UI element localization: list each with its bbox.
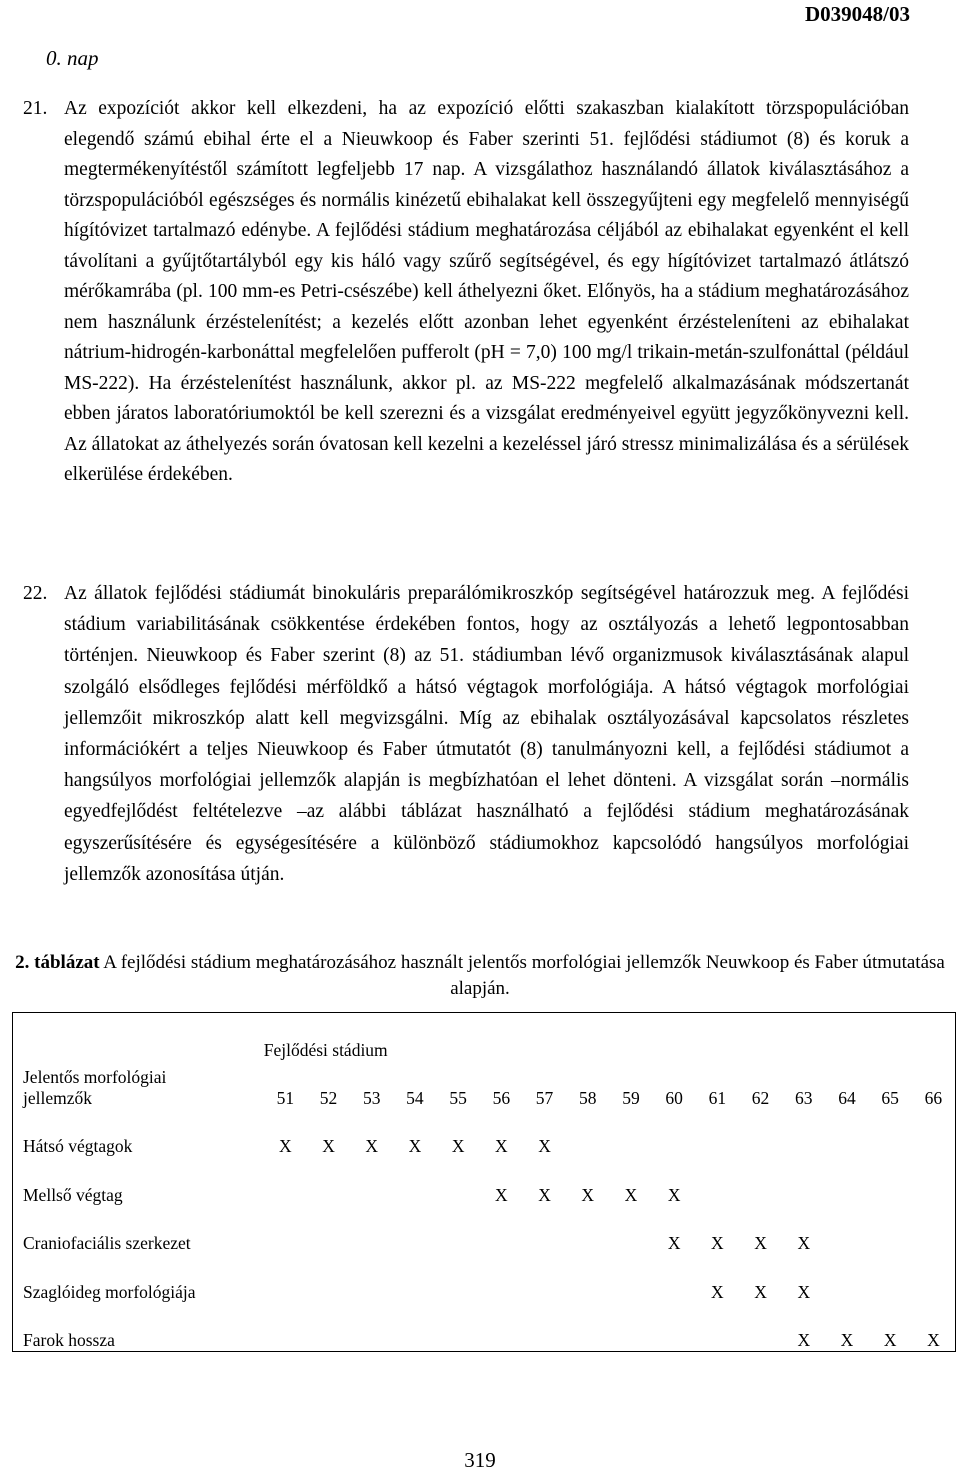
stage-cell — [523, 1206, 566, 1254]
stage-cell: X — [711, 1233, 724, 1254]
stage-cell — [825, 1206, 868, 1254]
stage-cell — [696, 1303, 739, 1352]
paragraph-text: Az expozíciót akkor kell elkezdeni, ha az expozíció előtti szakaszban kialakított törzspopulációban elegendő számú ebihal érte el a Nieuwkoop és Faber szerinti 51. fejlődési stádiumot (8) és koruk a megtermékenyítéstől számított legfeljebb 17 nap. A vizsgálathoz használandó állatok kiválasztásához a törzspopulációból egészséges és normális kinézetű ebihalakat kell összegyűjteni egy megfelelő mennyiségű hígítóvizet tartalmazó edénybe. A fejlődési stádium meghatározása céljából az ebihalakat egyenként el kell távolítani a gyűjtőtartályból egy kis háló vagy szűrő segítségével, és egy hígítóvizet tartalmazó átlátszó mérőkamrába (pl. 100 mm-es Petri-csészébe) kell áthelyezni őket. Előnyös, ha a stádium meghatározásához nem használunk érzéstelenítést; a kezelés előtt azonban lehet egyenként érzésteleníteni az ebihalakat nátrium-hidrogén-karbonáttal megfelelően pufferolt (pH = 7,0) 100 mg/l trikain-metán-szulfonáttal (például MS-222). Ha érzéstelenítést használunk, akkor pl. az MS-222 megfelelő alkalmazásának módszertanát ebben járatos laboratóriumoktól be kell szerezni és a vizsgálat eredményeivel együtt jegyzőkönyvezni kell. Az állatokat az áthelyezés során óvatosan kell kezelni a kezeléssel járó stressz minimalizálása és a sérülések elkerülése érdekében. — [64, 98, 909, 485]
table-caption-text: A fejlődési stádium meghatározásához használt jelentős morfológiai jellemzők Neuwkoop és Faber útmutatása alapján. — [99, 952, 945, 999]
stage-cell — [523, 1303, 566, 1352]
stage-cell: X — [797, 1329, 811, 1350]
stage-cell — [609, 1254, 652, 1302]
stage-cell — [350, 1303, 393, 1352]
stage-cell — [739, 1157, 782, 1205]
stage-cell: X — [538, 1136, 551, 1157]
stage-cell: X — [581, 1184, 595, 1205]
stage-cell: X — [365, 1136, 379, 1157]
stage-cell — [437, 1254, 480, 1302]
stage-cell — [437, 1157, 480, 1205]
stage-cell — [739, 1303, 782, 1352]
table-caption — [0, 950, 960, 1002]
table-caption-label: 2. táblázat — [15, 952, 100, 973]
stage-cell — [393, 1303, 436, 1352]
stage-cell: X — [624, 1184, 638, 1205]
stage-number: 55 — [449, 1088, 467, 1108]
stage-cell — [264, 1157, 307, 1205]
paragraph-text: Az állatok fejlődési stádiumát binokuláris preparálómikroszkóp segítségével határozzuk meg. A fejlődési stádium variabilitásának csökkentése érdekében fontos, hogy az osztályozás a lehető legpontosabban történjen. Nieuwkoop és Faber szerint (8) az 51. stádiumban lévő organizmusok kiválasztásának alapul szolgáló elsődleges fejlődési mérföldkő a hátsó végtagok morfológiája. A hátsó végtagok morfológiai jellemzőit mikroszkóp alatt kell megvizsgálni. Míg az ebihalak osztályozásával kapcsolatos részletes információkért a teljes Nieuwkoop és Faber útmutatót (8) tanulmányozni kell, a fejlődési stádiumot a hangsúlyos morfológiai jellemzők alapján is megbízhatóan el lehet dönteni. A vizsgálat során –normális egyedfejlődést feltételezve –az alábbi táblázat használható a fejlődési stádium meghatározásának egyszerűsítésére és egységesítésére a különböző stádiumokhoz kapcsolódó hangsúlyos morfológiai jellemzők azonosítása útján. — [64, 583, 909, 885]
stage-cell — [480, 1254, 523, 1302]
stage-cell: X — [451, 1136, 465, 1157]
stage-number: 66 — [924, 1088, 943, 1108]
table-row — [13, 1157, 956, 1205]
stage-cell — [869, 1109, 912, 1157]
day-label: 0. nap — [46, 46, 99, 70]
stage-cell: X — [538, 1184, 551, 1205]
stage-number: 59 — [622, 1088, 640, 1108]
stage-number: 54 — [406, 1088, 424, 1108]
stage-cell — [696, 1109, 739, 1157]
feature-label: Craniofaciális szerkezet — [23, 1233, 191, 1254]
stage-cell — [523, 1254, 566, 1302]
page-number: 319 — [464, 1448, 496, 1472]
stage-number: 52 — [319, 1088, 338, 1108]
stage-cell: X — [797, 1233, 811, 1254]
feature-label: Farok hossza — [23, 1329, 115, 1350]
stage-cell — [653, 1109, 696, 1157]
stage-cell — [566, 1303, 609, 1352]
stage-cell — [782, 1109, 825, 1157]
stage-number: 65 — [881, 1088, 899, 1108]
stage-cell: X — [408, 1136, 422, 1157]
stage-cell — [825, 1109, 868, 1157]
stage-number: 58 — [578, 1088, 597, 1108]
stage-cell — [782, 1157, 825, 1205]
stage-cell — [307, 1206, 350, 1254]
stage-cell — [307, 1303, 350, 1352]
stage-number: 57 — [535, 1088, 554, 1108]
stage-number-row — [13, 1061, 956, 1109]
stage-cell: X — [322, 1136, 335, 1157]
stage-cell — [566, 1206, 609, 1254]
row-header — [13, 1061, 264, 1109]
table-row — [13, 1109, 956, 1157]
stage-cell — [869, 1254, 912, 1302]
stage-cell — [480, 1303, 523, 1352]
feature-label: Mellső végtag — [23, 1184, 123, 1205]
paragraph-22 — [23, 578, 909, 890]
stage-cell — [350, 1157, 393, 1205]
stage-cell — [609, 1303, 652, 1352]
stage-number: 63 — [795, 1088, 813, 1108]
table-row — [13, 1206, 956, 1254]
stage-cell — [912, 1206, 956, 1254]
stage-cell — [825, 1254, 868, 1302]
stage-cell: X — [667, 1184, 681, 1205]
paragraph-number: 21. — [23, 98, 48, 119]
stage-cell: X — [279, 1136, 292, 1157]
stage-number: 53 — [362, 1088, 381, 1108]
stage-cell — [350, 1206, 393, 1254]
stage-cell: X — [711, 1281, 724, 1302]
stage-cell — [437, 1206, 480, 1254]
stage-cell — [480, 1206, 523, 1254]
stage-cell — [264, 1206, 307, 1254]
stage-cell — [653, 1254, 696, 1302]
feature-label: Szaglóideg morfológiája — [23, 1281, 196, 1302]
stage-cell: X — [495, 1184, 508, 1205]
stage-cell — [739, 1109, 782, 1157]
stage-cell — [869, 1157, 912, 1205]
stage-cell — [307, 1254, 350, 1302]
stage-number: 62 — [751, 1088, 770, 1108]
stage-cell — [264, 1303, 307, 1352]
stage-cell: X — [754, 1233, 767, 1254]
row-header-line2: jellemzők — [23, 1088, 93, 1108]
paragraph-number: 22. — [23, 583, 48, 604]
stage-cell — [437, 1303, 480, 1352]
stage-cell — [912, 1254, 956, 1302]
stage-cell: X — [840, 1329, 854, 1350]
stage-cell — [393, 1206, 436, 1254]
stage-header: Fejlődési stádium — [263, 1040, 388, 1060]
table-header-row — [13, 1013, 956, 1062]
table-row — [13, 1254, 956, 1302]
stage-table — [12, 1012, 956, 1352]
stage-cell — [566, 1109, 609, 1157]
stage-cell: X — [927, 1329, 940, 1350]
stage-cell — [609, 1206, 652, 1254]
stage-cell: X — [495, 1136, 508, 1157]
stage-cell: X — [667, 1233, 681, 1254]
stage-cell — [609, 1109, 652, 1157]
stage-cell — [653, 1303, 696, 1352]
stage-cell — [912, 1157, 956, 1205]
stage-cell — [393, 1157, 436, 1205]
table-row — [13, 1303, 956, 1352]
stage-cell — [264, 1254, 307, 1302]
paragraph-21 — [23, 94, 909, 491]
stage-cell — [350, 1254, 393, 1302]
stage-cell: X — [754, 1281, 767, 1302]
stage-cell — [912, 1109, 956, 1157]
row-header-line1: Jelentős morfológiai — [23, 1067, 167, 1087]
stage-cell — [825, 1157, 868, 1205]
stage-cell: X — [797, 1281, 811, 1302]
stage-cell — [566, 1254, 609, 1302]
stage-cell — [307, 1157, 350, 1205]
feature-label: Hátsó végtagok — [23, 1136, 133, 1157]
stage-number: 60 — [665, 1088, 683, 1108]
stage-number: 51 — [276, 1088, 295, 1108]
stage-cell — [869, 1206, 912, 1254]
document-id: D039048/03 — [805, 2, 910, 26]
empty-cell — [13, 1013, 264, 1062]
stage-number: 64 — [838, 1088, 856, 1108]
stage-number: 61 — [708, 1088, 727, 1108]
stage-cell — [393, 1254, 436, 1302]
stage-cell — [696, 1157, 739, 1205]
stage-cell: X — [883, 1329, 897, 1350]
stage-number: 56 — [492, 1088, 511, 1108]
